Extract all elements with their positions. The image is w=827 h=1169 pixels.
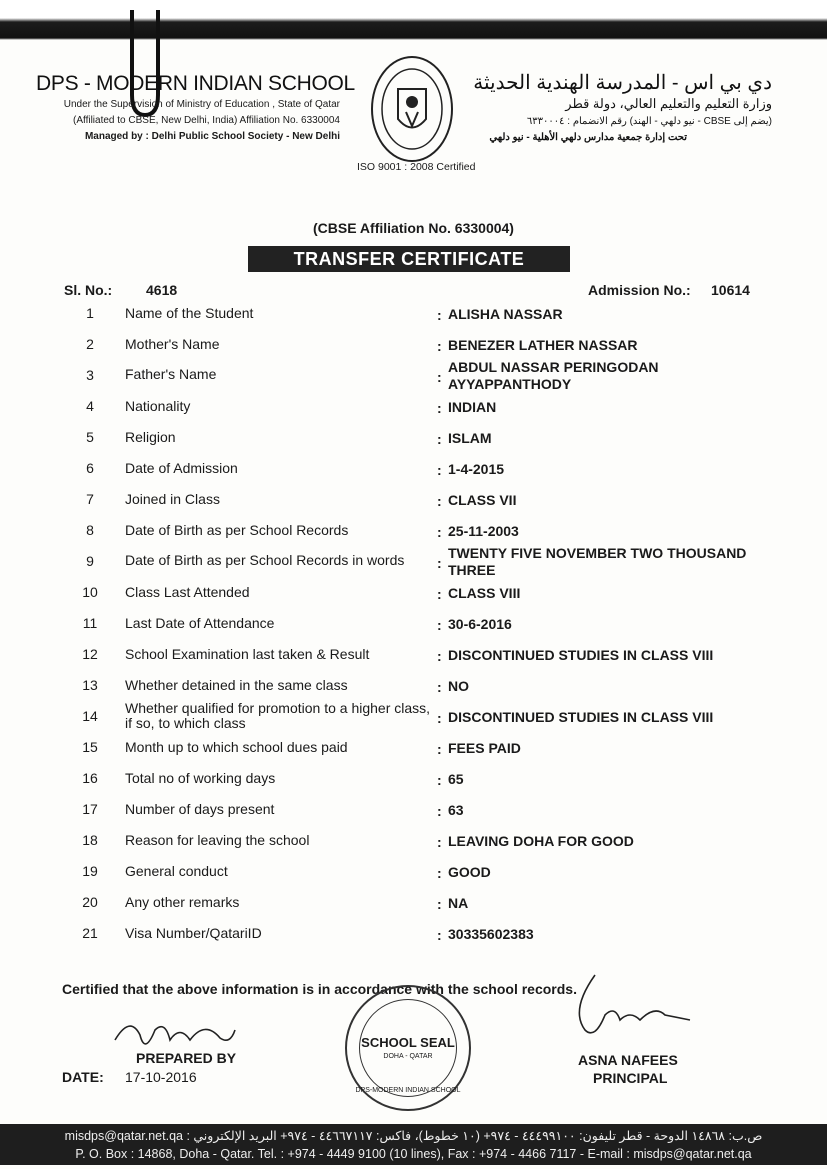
field-number: 17: [82, 801, 98, 817]
field-number: 9: [86, 553, 94, 569]
date-label: DATE:: [62, 1069, 104, 1085]
field-number: 3: [86, 367, 94, 383]
field-row: [0, 863, 827, 894]
field-colon: :: [437, 648, 442, 664]
field-label: Joined in Class: [125, 491, 220, 507]
arabic-managed: تحت إدارة جمعية مدارس دلهي الأهلية - نيو دلهي: [489, 132, 687, 143]
field-label: Nationality: [125, 398, 191, 414]
field-number: 19: [82, 863, 98, 879]
field-row: [0, 832, 827, 863]
affiliation-line: (Affiliated to CBSE, New Delhi, India) Affiliation No. 6330004: [72, 115, 340, 126]
field-row: [0, 770, 827, 801]
field-value: NO: [448, 678, 469, 694]
field-number: 7: [86, 491, 94, 507]
field-colon: :: [437, 524, 442, 540]
field-row: [0, 615, 827, 646]
supervision-line: Under the Supervision of Ministry of Education , State of Qatar: [63, 99, 340, 110]
field-label: Date of Birth as per School Records: [125, 522, 349, 538]
field-row: [0, 700, 827, 739]
field-number: 8: [86, 522, 94, 538]
field-label: Date of Admission: [125, 460, 238, 476]
field-number: 1: [86, 305, 94, 321]
certification-statement: Certified that the above information is in accordance with the school records.: [62, 981, 577, 997]
school-name: DPS - MODERN INDIAN SCHOOL: [36, 72, 355, 95]
field-colon: :: [437, 865, 442, 881]
field-value: DISCONTINUED STUDIES IN CLASS VIII: [448, 647, 714, 663]
field-colon: :: [437, 493, 442, 509]
field-colon: :: [437, 679, 442, 695]
field-value: CLASS VIII: [448, 585, 521, 601]
field-number: 10: [82, 584, 98, 600]
field-number: 14: [82, 708, 98, 724]
field-colon: :: [437, 338, 442, 354]
principal-signature: [565, 970, 695, 1050]
seal-ring-text: DPS-MODERN INDIAN SCHOOL: [355, 1087, 461, 1094]
field-value: 30-6-2016: [448, 616, 512, 632]
prepared-by-label: PREPARED BY: [136, 1050, 237, 1066]
field-number: 15: [82, 739, 98, 755]
field-number: 13: [82, 677, 98, 693]
field-row: [0, 305, 827, 336]
field-row: [0, 801, 827, 832]
field-number: 11: [82, 615, 98, 631]
field-label: Religion: [125, 429, 176, 445]
field-colon: :: [437, 772, 442, 788]
field-colon: :: [437, 586, 442, 602]
footer-arabic-contact: ص.ب: ١٤٨٦٨ الدوحة - قطر تليفون: ٤٤٤٩٩١٠٠ - ٩٧٤+ (١٠ خطوط)، فاكس: ٤٤٦٦٧١١٧ - ٩٧٤+ البريد الإلكتروني : misdps@qatar.net.qa: [64, 1129, 763, 1143]
arabic-school-name: دي بي اس - المدرسة الهندية الحديثة: [473, 72, 772, 94]
field-row: [0, 894, 827, 925]
field-label: Last Date of Attendance: [125, 615, 275, 631]
sl-no-label: Sl. No.:: [64, 282, 113, 298]
sl-no-value: 4618: [146, 282, 178, 298]
iso-certification: ISO 9001 : 2008 Certified: [357, 161, 476, 173]
field-colon: :: [437, 803, 442, 819]
field-label: Visa Number/QatariID: [125, 925, 262, 941]
admission-no-value: 10614: [711, 282, 750, 298]
field-value: GOOD: [448, 864, 491, 880]
field-colon: :: [437, 400, 442, 416]
field-label: Name of the Student: [125, 305, 254, 321]
document-title: TRANSFER CERTIFICATE: [248, 246, 570, 272]
field-label: Any other remarks: [125, 894, 240, 910]
field-label: Number of days present: [125, 801, 275, 817]
field-row: [0, 359, 827, 398]
admission-no-label: Admission No.:: [588, 282, 691, 298]
field-value: DISCONTINUED STUDIES IN CLASS VIII: [448, 709, 714, 725]
field-value: FEES PAID: [448, 740, 521, 756]
field-label: Total no of working days: [125, 770, 276, 786]
field-label: Month up to which school dues paid: [125, 739, 348, 755]
field-colon: :: [437, 555, 442, 571]
field-row: [0, 584, 827, 615]
seal-city: DOHA - QATAR: [383, 1053, 433, 1060]
field-label: Reason for leaving the school: [125, 832, 310, 848]
field-label: Whether qualified for promotion to a higher class, if so, to which class: [125, 700, 431, 731]
field-number: 4: [86, 398, 94, 414]
field-label: School Examination last taken & Result: [125, 646, 370, 662]
field-colon: :: [437, 896, 442, 912]
field-value: INDIAN: [448, 399, 497, 415]
field-value: 63: [448, 802, 464, 818]
field-row: [0, 925, 827, 956]
field-number: 21: [82, 925, 98, 941]
field-value: ALISHA NASSAR: [448, 306, 563, 322]
field-row: [0, 429, 827, 460]
arabic-affiliation: (يضم إلى CBSE - نيو دلهي - الهند) رقم الانضمام : ٦٣٣٠٠٠٤: [526, 116, 772, 127]
field-colon: :: [437, 431, 442, 447]
cbse-affiliation: (CBSE Affiliation No. 6330004): [313, 220, 514, 236]
field-label: Father's Name: [125, 366, 217, 382]
field-colon: :: [437, 741, 442, 757]
field-number: 12: [82, 646, 98, 662]
field-row: [0, 545, 827, 584]
field-value: NA: [448, 895, 469, 911]
field-value: LEAVING DOHA FOR GOOD: [448, 833, 634, 849]
field-label: Class Last Attended: [125, 584, 250, 600]
arabic-ministry: وزارة التعليم والتعليم العالي، دولة قطر: [565, 96, 772, 111]
field-label: Whether detained in the same class: [125, 677, 348, 693]
field-value: ISLAM: [448, 430, 492, 446]
field-value: BENEZER LATHER NASSAR: [448, 337, 638, 353]
principal-name: ASNA NAFEES: [578, 1052, 678, 1068]
field-row: [0, 646, 827, 677]
field-colon: :: [437, 617, 442, 633]
field-value: ABDUL NASSAR PERINGODAN AYYAPPANTHODY: [448, 359, 659, 392]
field-value: CLASS VII: [448, 492, 517, 508]
date-value: 17-10-2016: [125, 1069, 197, 1085]
field-number: 5: [86, 429, 94, 445]
field-value: 30335602383: [448, 926, 534, 942]
field-number: 2: [86, 336, 94, 352]
seal-title: SCHOOL SEAL: [361, 1035, 455, 1050]
school-logo: [370, 54, 454, 164]
principal-title: PRINCIPAL: [593, 1070, 668, 1086]
field-number: 6: [86, 460, 94, 476]
managed-line: Managed by : Delhi Public School Society - New Delhi: [84, 131, 340, 142]
field-number: 16: [82, 770, 98, 786]
field-colon: :: [437, 927, 442, 943]
field-number: 20: [82, 894, 98, 910]
field-row: [0, 398, 827, 429]
field-label: Date of Birth as per School Records in words: [125, 552, 405, 568]
school-seal: [345, 985, 471, 1111]
field-number: 18: [82, 832, 98, 848]
field-colon: :: [437, 462, 442, 478]
field-row: [0, 491, 827, 522]
field-value: 65: [448, 771, 464, 787]
field-colon: :: [437, 710, 442, 726]
field-value: 1-4-2015: [448, 461, 505, 477]
field-colon: :: [437, 369, 442, 385]
field-value: 25-11-2003: [448, 523, 519, 539]
field-colon: :: [437, 834, 442, 850]
field-label: Mother's Name: [125, 336, 220, 352]
field-value: TWENTY FIVE NOVEMBER TWO THOUSAND THREE: [448, 545, 747, 578]
footer-english-contact: P. O. Box : 14868, Doha - Qatar. Tel. : +974 - 4449 9100 (10 lines), Fax : +974 - 4466 7117 - E-mail : misdps@qatar.net.qa: [75, 1147, 752, 1161]
field-label: General conduct: [125, 863, 228, 879]
field-row: [0, 739, 827, 770]
field-row: [0, 460, 827, 491]
footer-contact: [0, 1124, 827, 1165]
field-colon: :: [437, 307, 442, 323]
